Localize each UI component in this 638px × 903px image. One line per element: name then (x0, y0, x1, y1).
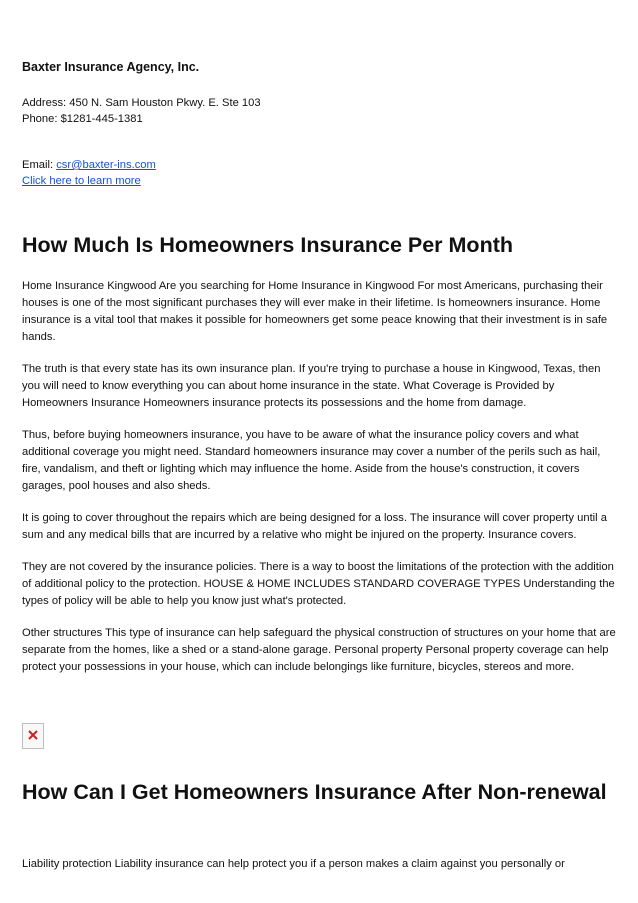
email-label: Email: (22, 159, 57, 171)
section-heading-2: How Can I Get Homeowners Insurance After Non-renewal (22, 780, 607, 804)
email-block (22, 157, 156, 189)
paragraph: Liability protection Liability insurance can help protect you if a person makes a claim against you personally or (22, 858, 565, 870)
address-line: Address: 450 N. Sam Houston Pkwy. E. Ste 103 (22, 97, 261, 109)
paragraph: The truth is that every state has its own insurance plan. If you're trying to purchase a house in Kingwood, Texas, then you will need to know everything you can about home insurance in the state. What Coverage is Provided by Homeowners Insurance Homeowners insurance protects its possessions and the home from damage. (22, 363, 601, 409)
paragraph: Other structures This type of insurance can help safeguard the physical construction of structures on your home that are separate from the homes, like a shed or a stand-alone garage. Personal property Personal property coverage can help protect your possessions in your house, which can include belongings like furniture, bicycles, stereos and more. (22, 627, 616, 673)
paragraph: Home Insurance Kingwood Are you searching for Home Insurance in Kingwood For most Americans, purchasing their houses is one of the most significant purchases they will ever make in their lifetime. Is homeowners insurance. Home insurance is a vital tool that makes it possible for homeowners get some peace knowing that their investment is in safe hands. (22, 280, 608, 343)
phone-line: Phone: $1281-445-1381 (22, 113, 143, 125)
email-link[interactable]: csr@baxter-ins.com (56, 159, 156, 171)
section-heading-1: How Much Is Homeowners Insurance Per Month (22, 233, 513, 257)
paragraph: Thus, before buying homeowners insurance, you have to be aware of what the insurance policy covers and what additional coverage you might need. Standard homeowners insurance may cover a number of the perils such as hail, fire, vandalism, and theft or lighting which may influence the home. Aside from the house's construction, it covers garages, pool houses and also sheds. (22, 429, 601, 492)
contact-block (22, 95, 261, 127)
close-x-icon (27, 729, 39, 741)
broken-image-icon (22, 723, 44, 749)
email-line (22, 157, 156, 173)
paragraph: They are not covered by the insurance policies. There is a way to boost the limitations of the protection with the addition of additional policy to the protection. HOUSE & HOME INCLUDES STANDARD COVERAGE TYPES Understanding the types of policy will be able to help you know just what's protected. (22, 561, 615, 607)
learn-more-link[interactable]: Click here to learn more (22, 175, 141, 187)
paragraph: It is going to cover throughout the repairs which are being designed for a loss. The insurance will cover property until a sum and any medical bills that are incurred by a relative who might be injured on the property. Insurance covers. (22, 512, 607, 541)
company-name: Baxter Insurance Agency, Inc. (22, 60, 200, 74)
article-body (22, 278, 616, 691)
